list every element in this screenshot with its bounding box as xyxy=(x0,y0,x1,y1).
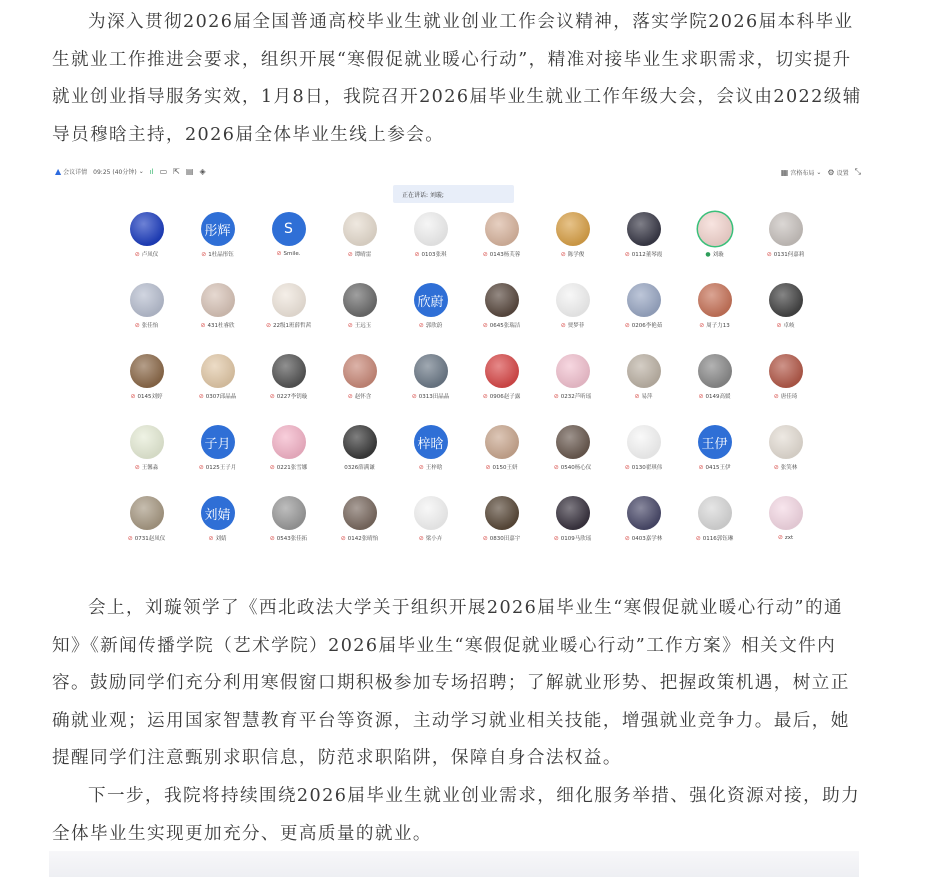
avatar xyxy=(343,354,377,388)
avatar-initials: 王伊 xyxy=(701,436,728,452)
avatar xyxy=(414,425,448,459)
microphone-muted-icon: ⊘ xyxy=(208,534,214,542)
participant-tile[interactable] xyxy=(466,354,537,425)
bottom-image-strip xyxy=(49,851,859,877)
microphone-muted-icon: ⊘ xyxy=(127,534,133,542)
avatar xyxy=(343,425,377,459)
participant-tile[interactable] xyxy=(750,354,821,425)
microphone-muted-icon: ⊘ xyxy=(411,392,417,400)
participant-name: 易萍 xyxy=(641,394,653,400)
participant-tile[interactable] xyxy=(466,425,537,496)
participant-tile[interactable] xyxy=(679,212,750,283)
participant-name-row xyxy=(130,392,162,400)
participant-name: 卢凤仪 xyxy=(141,252,159,258)
participant-tile[interactable] xyxy=(324,212,395,283)
participant-name-row xyxy=(412,392,450,400)
participant-name-row xyxy=(774,392,798,400)
participant-name: 0326薛满谦 xyxy=(344,465,375,471)
participant-name-row xyxy=(199,392,237,400)
avatar xyxy=(698,212,732,246)
participant-tile[interactable] xyxy=(679,354,750,425)
participant-name: 刘婧 xyxy=(215,536,227,542)
avatar xyxy=(414,283,448,317)
microphone-muted-icon: ⊘ xyxy=(766,250,772,258)
participant-tile[interactable] xyxy=(537,425,608,496)
avatar-initials: 欣蔚 xyxy=(417,294,444,310)
participant-name-row xyxy=(561,250,585,258)
participant-name-row xyxy=(767,250,805,258)
participant-tile[interactable] xyxy=(253,425,324,496)
participant-name-row xyxy=(208,534,226,542)
participant-name-row xyxy=(554,463,592,471)
participant-tile[interactable] xyxy=(679,496,750,545)
participant-name-row xyxy=(341,534,379,542)
avatar xyxy=(698,283,732,317)
participant-name: 0830田嘉宇 xyxy=(489,536,521,542)
participant-name: 刘璇 xyxy=(712,252,724,258)
avatar xyxy=(627,496,661,530)
avatar xyxy=(130,496,164,530)
participant-name-row xyxy=(348,392,372,400)
chevron-down-icon: ⌄ xyxy=(138,168,144,175)
participant-name-row xyxy=(348,321,372,329)
participant-name: 0221张雪娜 xyxy=(276,465,308,471)
microphone-muted-icon: ⊘ xyxy=(560,321,566,329)
meeting-screenshot xyxy=(53,160,863,545)
participant-name: 0403嘉学林 xyxy=(631,536,663,542)
microphone-muted-icon: ⊘ xyxy=(698,463,704,471)
participant-name-row xyxy=(135,250,159,258)
microphone-muted-icon: ⊘ xyxy=(276,250,282,257)
participant-name-row xyxy=(554,534,592,542)
avatar xyxy=(485,496,519,530)
participant-name-row xyxy=(778,534,793,541)
microphone-muted-icon: ⊘ xyxy=(624,250,630,258)
participant-tile[interactable] xyxy=(537,354,608,425)
avatar xyxy=(769,496,803,530)
microphone-muted-icon: ⊘ xyxy=(773,463,779,471)
participant-name: 王梓晗 xyxy=(425,465,443,471)
participant-name: 赵怀含 xyxy=(354,394,372,400)
participant-tile[interactable] xyxy=(111,425,182,496)
participant-name-row xyxy=(270,392,308,400)
participant-tile[interactable] xyxy=(182,425,253,496)
avatar xyxy=(272,283,306,317)
participant-tile[interactable] xyxy=(537,496,608,545)
avatar xyxy=(485,212,519,246)
avatar xyxy=(627,212,661,246)
participant-name-row xyxy=(483,534,521,542)
participant-name-row xyxy=(483,321,521,329)
participant-name: 张佳怡 xyxy=(141,323,159,329)
participant-name: 王远玉 xyxy=(354,323,372,329)
participant-name-row xyxy=(483,392,521,400)
participant-name: 0731赵凤仪 xyxy=(134,536,166,542)
microphone-muted-icon: ⊘ xyxy=(347,321,353,329)
avatar xyxy=(201,283,235,317)
avatar-initials: 彤辉 xyxy=(204,223,231,239)
participant-name: 0112董琴霞 xyxy=(631,252,663,258)
participant-name: 0116郭钰琳 xyxy=(702,536,734,542)
participant-tile[interactable] xyxy=(182,212,253,283)
avatar xyxy=(343,496,377,530)
meeting-time[interactable] xyxy=(93,167,144,176)
participant-name-row xyxy=(270,463,308,471)
participant-name: 0142张晴怡 xyxy=(347,536,379,542)
participant-name-row xyxy=(554,392,592,400)
avatar xyxy=(769,425,803,459)
participant-name-row xyxy=(344,463,375,471)
participant-tile[interactable] xyxy=(608,354,679,425)
avatar xyxy=(272,354,306,388)
microphone-muted-icon: ⊘ xyxy=(201,250,207,258)
avatar xyxy=(414,354,448,388)
participant-name: Smile. xyxy=(283,250,301,257)
avatar xyxy=(130,425,164,459)
avatar xyxy=(272,212,306,246)
microphone-muted-icon: ⊘ xyxy=(777,534,783,541)
avatar xyxy=(698,354,732,388)
participant-tile[interactable] xyxy=(750,283,821,354)
participant-name-row xyxy=(199,463,237,471)
avatar xyxy=(485,283,519,317)
participant-tile[interactable] xyxy=(679,283,750,354)
avatar xyxy=(627,283,661,317)
participant-name-row xyxy=(201,250,234,258)
microphone-muted-icon: ⊘ xyxy=(134,250,140,258)
gear-icon: ⚙ xyxy=(827,167,835,177)
participant-tile[interactable] xyxy=(395,425,466,496)
participant-name: 唐佳琦 xyxy=(780,394,798,400)
participant-tile[interactable] xyxy=(750,212,821,283)
microphone-muted-icon: ⊘ xyxy=(624,463,630,471)
participant-name-row xyxy=(625,321,663,329)
microphone-muted-icon: ⊘ xyxy=(418,463,424,471)
participant-name-row xyxy=(699,321,730,329)
participant-name-row xyxy=(625,534,663,542)
participant-tile[interactable] xyxy=(253,496,324,545)
participant-name-row xyxy=(696,534,734,542)
microphone-muted-icon: ⊘ xyxy=(340,534,346,542)
participant-name-row xyxy=(135,463,159,471)
microphone-muted-icon: ⊘ xyxy=(698,392,704,400)
microphone-muted-icon: ⊘ xyxy=(347,392,353,400)
microphone-muted-icon: ⊘ xyxy=(198,463,204,471)
participant-name: 0307邱晶晶 xyxy=(205,394,237,400)
participant-tile[interactable] xyxy=(395,212,466,283)
avatar xyxy=(627,354,661,388)
participant-tile[interactable] xyxy=(537,283,608,354)
participant-name-row xyxy=(776,321,794,329)
participant-name: 0143杨芙蓉 xyxy=(489,252,521,258)
participant-tile[interactable] xyxy=(395,354,466,425)
participant-name: 郭欣蔚 xyxy=(425,323,443,329)
participant-name: 张笑林 xyxy=(780,465,798,471)
meeting-toolbar xyxy=(53,160,863,184)
avatar xyxy=(414,496,448,530)
microphone-muted-icon: ⊘ xyxy=(418,534,424,542)
microphone-muted-icon: ⊘ xyxy=(414,250,420,258)
participant-name: 王馨淼 xyxy=(141,465,159,471)
avatar xyxy=(272,425,306,459)
microphone-icon: ● xyxy=(705,250,711,258)
avatar xyxy=(201,354,235,388)
microphone-muted-icon: ⊘ xyxy=(553,392,559,400)
meeting-info-label: 会议详情 xyxy=(63,169,88,176)
body-paragraph: 会上，刘璇领学了《西北政法大学关于组织开展2026届毕业生“寒假促就业暖心行动”的通知》《新闻传播学院（艺术学院）2026届毕业生“寒假促就业暖心行动”工作方案》相关文件内容。鼓励同学们充分利用寒假窗口期积极参加专场招聘；了解就业形势、把握政策机遇，树立正确就业观；运用国家智慧教育平台等资源，主动学习就业相关技能，增强就业竞争力。最后，她提醒同学们注意甄别求职信息，防范求职陷阱，保障自身合法权益。 xyxy=(52,598,850,769)
microphone-muted-icon: ⊘ xyxy=(553,463,559,471)
microphone-muted-icon: ⊘ xyxy=(269,534,275,542)
participant-name-row xyxy=(419,534,443,542)
participant-tile[interactable] xyxy=(750,496,821,545)
avatar-initials: 梓晗 xyxy=(417,436,444,452)
microphone-muted-icon: ⊘ xyxy=(634,392,640,400)
participant-name: 贾梦菲 xyxy=(567,323,585,329)
participant-name-row xyxy=(276,250,300,257)
participant-tile[interactable] xyxy=(182,496,253,545)
closing-paragraph: 下一步，我院将持续围绕2026届毕业生就业创业需求，细化服务举措、强化资源对接，助力全体毕业生实现更加充分、更高质量的就业。 xyxy=(52,786,861,844)
avatar xyxy=(769,212,803,246)
participant-tile[interactable] xyxy=(111,496,182,545)
participant-tile[interactable] xyxy=(111,212,182,283)
avatar-initials: 子月 xyxy=(204,436,231,452)
microphone-muted-icon: ⊘ xyxy=(553,534,559,542)
microphone-muted-icon: ⊘ xyxy=(134,321,140,329)
avatar-initials: S xyxy=(284,221,293,237)
participant-name-row xyxy=(200,321,234,329)
signal-icon: ıl xyxy=(149,167,154,176)
participant-tile[interactable] xyxy=(679,425,750,496)
avatar xyxy=(343,212,377,246)
grid-layout-icon: ▦ xyxy=(780,167,789,177)
avatar xyxy=(698,425,732,459)
participant-name-row xyxy=(625,463,663,471)
participant-tile[interactable] xyxy=(182,354,253,425)
microphone-muted-icon: ⊘ xyxy=(269,463,275,471)
participant-name-row xyxy=(414,250,446,258)
microphone-muted-icon: ⊘ xyxy=(418,321,424,329)
participant-name-row xyxy=(128,534,166,542)
participant-tile[interactable] xyxy=(466,496,537,545)
avatar xyxy=(556,496,590,530)
participant-name: 梁小卉 xyxy=(425,536,443,542)
fullscreen-icon[interactable]: ⤡ xyxy=(854,167,861,176)
participant-name-row xyxy=(774,463,798,471)
participant-name: 0232芦昕瑶 xyxy=(560,394,592,400)
avatar xyxy=(201,425,235,459)
speaking-indicator: 正在讲话: 刘璇; xyxy=(393,185,514,203)
avatar xyxy=(556,425,590,459)
participant-name: 0103张琪 xyxy=(421,252,447,258)
participant-tile[interactable] xyxy=(466,212,537,283)
participant-tile[interactable] xyxy=(111,354,182,425)
participant-tile[interactable] xyxy=(395,283,466,354)
microphone-muted-icon: ⊘ xyxy=(265,321,272,329)
participant-tile[interactable] xyxy=(324,283,395,354)
participant-name: 22级1班薛哲茜 xyxy=(273,323,312,329)
participant-name: 1杜晶彤钰 xyxy=(208,252,234,258)
avatar xyxy=(414,212,448,246)
share-external-icon[interactable]: ⇱ xyxy=(173,167,180,176)
settings-label: 设置 xyxy=(836,169,849,177)
meeting-info-button[interactable] xyxy=(55,167,87,176)
participant-name-row xyxy=(698,463,730,471)
participant-name: 周子力13 xyxy=(706,323,730,329)
avatar xyxy=(769,354,803,388)
participant-grid xyxy=(111,212,821,545)
participant-tile[interactable] xyxy=(608,212,679,283)
participant-name: 0125王子月 xyxy=(205,465,237,471)
participant-name: 431杜睿欣 xyxy=(207,323,235,329)
avatar xyxy=(556,283,590,317)
microphone-muted-icon: ⊘ xyxy=(482,392,488,400)
avatar xyxy=(130,354,164,388)
participant-tile[interactable] xyxy=(750,425,821,496)
participant-name: 0227李钥璇 xyxy=(276,394,308,400)
chevron-down-icon: ⌄ xyxy=(816,168,822,176)
microphone-muted-icon: ⊘ xyxy=(485,463,491,471)
avatar xyxy=(485,354,519,388)
participant-tile[interactable] xyxy=(324,425,395,496)
avatar-initials: 刘婧 xyxy=(204,507,231,523)
participant-tile[interactable] xyxy=(182,283,253,354)
participant-tile[interactable] xyxy=(608,283,679,354)
participant-name: 0145刘婷 xyxy=(137,394,163,400)
participant-name: 0540杨心仪 xyxy=(560,465,592,471)
intro-paragraph: 为深入贯彻2026届全国普通高校毕业生就业创业工作会议精神，落实学院2026届本科毕业生就业工作推进会要求，组织开展“寒假促就业暖心行动”，精准对接毕业生求职需求，切实提升就业创业指导服务实效，1月8日，我院召开2026届毕业生就业工作年级大会，会议由2022级辅导员穆晗主持，2026届全体毕业生线上参会。 xyxy=(52,12,862,145)
document-icon[interactable]: ▤ xyxy=(185,167,194,176)
avatar xyxy=(343,283,377,317)
participant-name-row xyxy=(634,392,652,400)
participant-name: 0415王伊 xyxy=(705,465,731,471)
avatar xyxy=(627,425,661,459)
avatar xyxy=(201,496,235,530)
microphone-muted-icon: ⊘ xyxy=(776,321,782,329)
microphone-muted-icon: ⊘ xyxy=(130,392,136,400)
participant-tile[interactable] xyxy=(111,283,182,354)
participant-name: 0149高媛 xyxy=(705,394,731,400)
participant-tile[interactable] xyxy=(324,354,395,425)
microphone-muted-icon: ⊘ xyxy=(624,534,630,542)
participant-name-row xyxy=(561,321,585,329)
avatar xyxy=(485,425,519,459)
microphone-muted-icon: ⊘ xyxy=(699,321,705,329)
microphone-muted-icon: ⊘ xyxy=(773,392,779,400)
participant-tile[interactable] xyxy=(608,496,679,545)
apps-icon[interactable]: ◈ xyxy=(199,167,206,176)
participant-name: zxt xyxy=(784,534,794,541)
microphone-muted-icon: ⊘ xyxy=(482,534,488,542)
participant-name: 0645张瑞洁 xyxy=(489,323,521,329)
participant-name-row xyxy=(135,321,159,329)
participant-name: 0543张佳拓 xyxy=(276,536,308,542)
microphone-muted-icon: ⊘ xyxy=(624,321,630,329)
avatar xyxy=(698,496,732,530)
participant-tile[interactable] xyxy=(608,425,679,496)
participant-name: 0206李艳茹 xyxy=(631,323,663,329)
participant-name-row xyxy=(419,463,443,471)
microphone-muted-icon: ⊘ xyxy=(347,250,353,258)
participant-name: 0131何嘉莉 xyxy=(773,252,805,258)
avatar xyxy=(130,283,164,317)
layout-button[interactable] xyxy=(781,168,822,177)
avatar xyxy=(556,212,590,246)
layout-label: 宫格布局 xyxy=(790,169,815,177)
tencent-meeting-logo-icon: ▲ xyxy=(55,167,62,176)
participant-name: 0130翟琪伟 xyxy=(631,465,663,471)
participant-name: 0109马欣瑶 xyxy=(560,536,592,542)
settings-button[interactable] xyxy=(827,168,848,177)
participant-tile[interactable] xyxy=(253,354,324,425)
avatar xyxy=(272,496,306,530)
participant-name-row xyxy=(483,250,521,258)
participant-tile[interactable] xyxy=(253,212,324,283)
participant-name: 卓岐 xyxy=(783,323,795,329)
avatar xyxy=(201,212,235,246)
participant-name: 0313田晶晶 xyxy=(418,394,450,400)
participant-name-row xyxy=(625,250,663,258)
avatar xyxy=(769,283,803,317)
participant-name-row xyxy=(485,463,517,471)
microphone-muted-icon: ⊘ xyxy=(269,392,275,400)
microphone-muted-icon: ⊘ xyxy=(198,392,204,400)
microphone-muted-icon: ⊘ xyxy=(134,463,140,471)
microphone-muted-icon: ⊘ xyxy=(200,321,206,329)
microphone-muted-icon: ⊘ xyxy=(482,250,488,258)
participant-name-row xyxy=(705,250,723,258)
microphone-muted-icon: ⊘ xyxy=(695,534,701,542)
participant-name: 陈学俊 xyxy=(567,252,585,258)
participant-name: 谭晴雷 xyxy=(354,252,372,258)
participant-tile[interactable] xyxy=(324,496,395,545)
participant-name-row xyxy=(348,250,372,258)
avatar xyxy=(556,354,590,388)
participant-name-row xyxy=(698,392,730,400)
participant-name: 0906赵子露 xyxy=(489,394,521,400)
meeting-time-label: 09:25 (40分钟) xyxy=(93,169,137,176)
participant-name-row xyxy=(266,321,311,329)
microphone-muted-icon: ⊘ xyxy=(560,250,566,258)
participant-tile[interactable] xyxy=(466,283,537,354)
participant-tile[interactable] xyxy=(537,212,608,283)
window-icon[interactable]: ▭ xyxy=(159,167,168,176)
microphone-muted-icon: ⊘ xyxy=(482,321,488,329)
participant-name-row xyxy=(270,534,308,542)
participant-name: 0150王妍 xyxy=(492,465,518,471)
participant-tile[interactable] xyxy=(395,496,466,545)
avatar xyxy=(130,212,164,246)
participant-name-row xyxy=(419,321,443,329)
participant-tile[interactable] xyxy=(253,283,324,354)
